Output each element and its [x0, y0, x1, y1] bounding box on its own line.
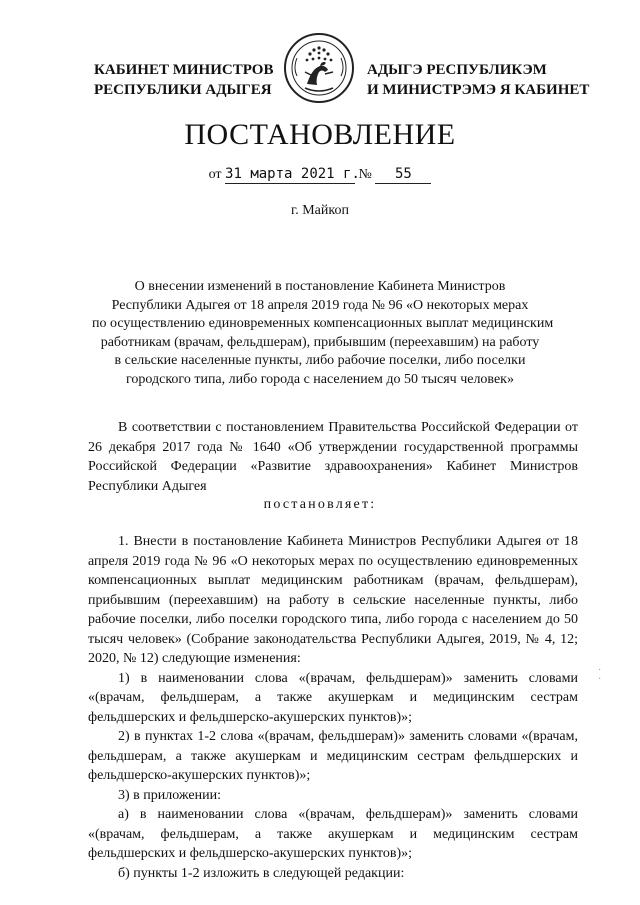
subject-line: в сельские населенные пункты, либо рабочие поселки, либо поселки — [114, 353, 526, 368]
number-value: 55 — [375, 166, 431, 184]
paragraph-item: 1) в наименовании слова «(врачам, фельдшерам)» заменить словами «(врачам, фельдшерам, а также акушеркам и медицинским сестрам фельдшерских и фельдшерско-акушерских пунктов)»; — [88, 670, 578, 725]
paragraph-item: 3) в приложении: — [118, 787, 221, 803]
subject-line: по осуществлению единовременных компенсационных выплат медицинским — [92, 316, 554, 331]
date-from-label: от — [208, 167, 222, 182]
subject-line: О внесении изменений в постановление Кабинета Министров — [134, 279, 506, 294]
header-left-ru — [94, 60, 273, 100]
decree-word: постановляет: — [263, 497, 377, 512]
preamble — [88, 418, 578, 496]
header-left-line1: КАБИНЕТ МИНИСТРОВ — [94, 62, 274, 78]
subject-line: Республики Адыгея от 18 апреля 2019 года № 96 «О некоторых мерах — [111, 297, 529, 313]
number-label: № — [358, 167, 372, 182]
header-left-line2: РЕСПУБЛИКИ АДЫГЕЯ — [94, 82, 272, 98]
date-number-row — [0, 166, 640, 184]
paragraph-item: а) в наименовании слова «(врачам, фельдшерам)» заменить словами «(врачам, фельдшерам, а также акушеркам и медицинским сестрам фельдшерских и фельдшерско-акушерских пунктов)»; — [88, 807, 578, 861]
date-value: 31 марта 2021 г. — [225, 166, 360, 182]
body-content — [88, 532, 578, 883]
document-subject — [92, 278, 554, 389]
paragraph-item: 2) в пунктах 1-2 слова «(врачам, фельдшерам)» заменить словами «(врачам, фельдшерам, а также акушеркам и медицинским сестрам фельдшерских и фельдшерско-акушерских пунктов)»; — [88, 729, 578, 783]
header-right-line1: АДЫГЭ РЕСПУБЛИКЭМ — [367, 62, 547, 78]
margin-scan-mark-icon: · · — [598, 665, 602, 685]
subject-line: работникам (врачам, фельдшерам), прибывшим (переехавшим) на работу — [100, 334, 540, 350]
city-name: г. Майкоп — [291, 203, 349, 218]
header-right-line2: И МИНИСТРЭМЭ Я КАБИНЕТ — [367, 82, 590, 98]
header-right-ady — [367, 60, 589, 100]
preamble-paragraph: В соответствии с постановлением Правительства Российской Федерации от 26 декабря 2017 года № 1640 «Об утверждении государственной программы Российской Федерации «Развитие здравоохранения» Кабинет Министров Республики Адыгея — [88, 420, 578, 494]
document-title: ПОСТАНОВЛЕНИЕ — [184, 118, 456, 151]
paragraph-item: б) пункты 1-2 изложить в следующей редакции: — [118, 865, 405, 881]
coat-of-arms-emblem-icon — [283, 32, 355, 104]
subject-line: городского типа, либо города с населением до 50 тысяч человек» — [126, 371, 514, 387]
paragraph-item: 1. Внести в постановление Кабинета Министров Республики Адыгея от 18 апреля 2019 года № 96 «О некоторых мерах по осуществлению единовременных компенсационных выплат медицинским работникам (врачам, фельдшерам), прибывшим (переехавшим) на работу в сельские населенные пункты, либо рабочие поселки, либо поселки городского типа, либо города с населением до 50 тысяч человек» (Собрание законодательства Республики Адыгея, 2019, № 4, 12; 2020, № 12) следующие изменения: — [88, 534, 578, 666]
